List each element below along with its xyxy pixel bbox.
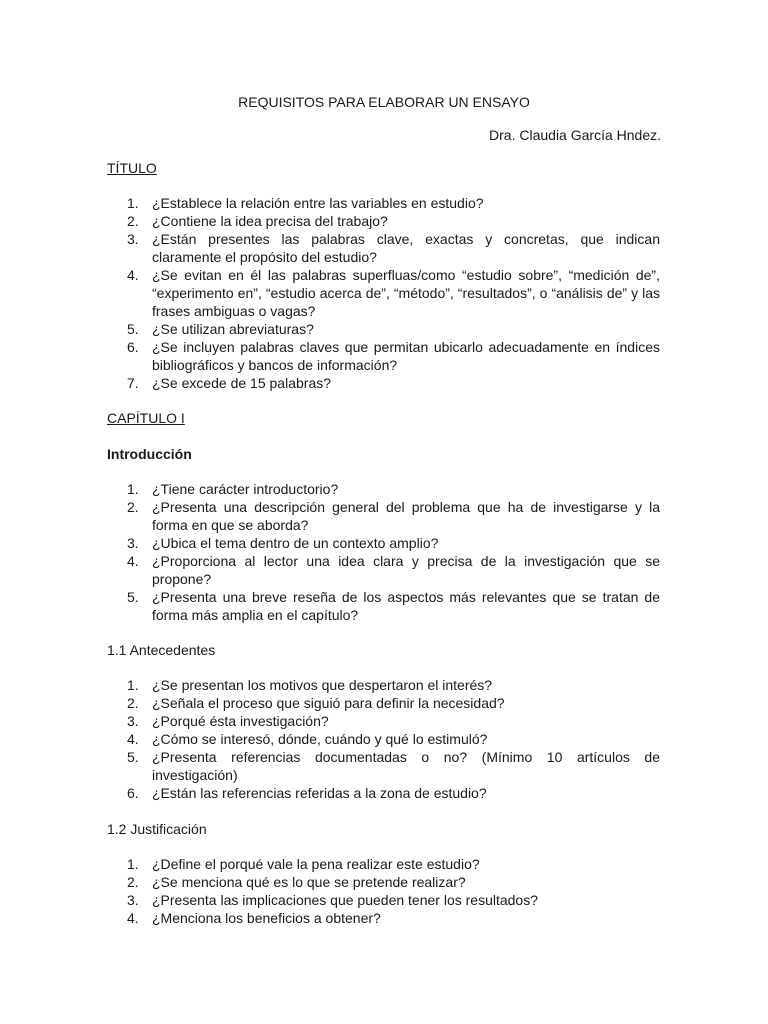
list-item xyxy=(107,374,660,392)
list-item-number: 5. xyxy=(127,749,139,765)
list-item xyxy=(107,730,660,748)
list-item-number: 1. xyxy=(127,677,139,693)
introduccion-list xyxy=(107,480,660,624)
list-item-text: ¿Define el porqué vale la pena realizar este estudio? xyxy=(152,856,480,872)
list-item-text: ¿Se menciona qué es lo que se pretende realizar? xyxy=(152,874,466,890)
titulo-list xyxy=(107,194,660,392)
list-item xyxy=(107,694,660,712)
list-item-text: ¿Señala el proceso que siguió para definir la necesidad? xyxy=(152,695,505,711)
list-item xyxy=(107,891,660,909)
list-item xyxy=(107,212,660,230)
list-item xyxy=(107,855,660,873)
list-item xyxy=(107,498,660,534)
introduccion-heading: Introducción xyxy=(107,446,192,462)
list-item xyxy=(107,784,660,802)
list-item-number: 3. xyxy=(127,231,139,247)
list-item-text: ¿Tiene carácter introductorio? xyxy=(152,481,339,497)
list-item-text: ¿Están presentes las palabras clave, exactas y concretas, que indican claramente el propósito del estudio? xyxy=(152,231,660,265)
list-item xyxy=(107,588,660,624)
capitulo-heading: CAPÍTULO I xyxy=(107,410,185,426)
list-item-text: ¿Presenta una breve reseña de los aspectos más relevantes que se tratan de forma más amplia en el capítulo? xyxy=(152,589,660,623)
list-item xyxy=(107,873,660,891)
list-item-number: 4. xyxy=(127,910,139,926)
list-item-number: 5. xyxy=(127,321,139,337)
list-item-number: 2. xyxy=(127,874,139,890)
list-item-number: 1. xyxy=(127,195,139,211)
list-item xyxy=(107,676,660,694)
list-item xyxy=(107,909,660,927)
list-item xyxy=(107,480,660,498)
list-item-number: 4. xyxy=(127,731,139,747)
section-titulo-heading xyxy=(107,159,660,177)
list-item-text: ¿Establece la relación entre las variables en estudio? xyxy=(152,195,484,211)
list-item-text: ¿Porqué ésta investigación? xyxy=(152,713,329,729)
antecedentes-heading: 1.1 Antecedentes xyxy=(107,642,216,658)
antecedentes-list xyxy=(107,676,660,802)
list-item xyxy=(107,194,660,212)
list-item-number: 3. xyxy=(127,535,139,551)
list-item-text: ¿Se excede de 15 palabras? xyxy=(152,375,332,391)
list-item-number: 6. xyxy=(127,785,139,801)
list-item-number: 4. xyxy=(127,553,139,569)
list-item-number: 2. xyxy=(127,499,139,515)
list-item-text: ¿Ubica el tema dentro de un contexto amplio? xyxy=(152,535,439,551)
list-item xyxy=(107,748,660,784)
list-item xyxy=(107,266,660,320)
list-item-number: 5. xyxy=(127,589,139,605)
list-item xyxy=(107,712,660,730)
list-item-text: ¿Menciona los beneficios a obtener? xyxy=(152,910,381,926)
list-item-number: 3. xyxy=(127,892,139,908)
list-item-text: ¿Proporciona al lector una idea clara y precisa de la investigación que se propone? xyxy=(152,553,660,587)
list-item-text: ¿Se utilizan abreviaturas? xyxy=(152,321,314,337)
list-item-text: ¿Presenta una descripción general del problema que ha de investigarse y la forma en que se aborda? xyxy=(152,499,660,533)
list-item-text: ¿Presenta referencias documentadas o no? (Mínimo 10 artículos de investigación) xyxy=(152,749,660,783)
list-item-number: 3. xyxy=(127,713,139,729)
justificacion-list xyxy=(107,855,660,927)
list-item-text: ¿Se incluyen palabras claves que permitan ubicarlo adecuadamente en índices bibliográficos y bancos de información? xyxy=(152,339,660,373)
list-item-text: ¿Cómo se interesó, dónde, cuándo y qué lo estimuló? xyxy=(152,731,488,747)
list-item-number: 7. xyxy=(127,375,139,391)
list-item-text: ¿Están las referencias referidas a la zona de estudio? xyxy=(152,785,487,801)
list-item-number: 2. xyxy=(127,695,139,711)
list-item xyxy=(107,338,660,374)
list-item-text: ¿Se evitan en él las palabras superfluas/como “estudio sobre”, “medición de”, “experimento en”, “estudio acerca de”, “método”, “resultados”, o “análisis de” y las frases ambiguas o vagas? xyxy=(152,267,660,319)
titulo-heading: TÍTULO xyxy=(107,160,157,176)
section-capitulo-heading xyxy=(107,409,660,427)
justificacion-heading: 1.2 Justificación xyxy=(107,821,207,837)
list-item-number: 2. xyxy=(127,213,139,229)
list-item-text: ¿Presenta las implicaciones que pueden tener los resultados? xyxy=(152,892,539,908)
author-line: Dra. Claudia García Hndez. xyxy=(489,127,661,143)
list-item-number: 4. xyxy=(127,267,139,283)
list-item xyxy=(107,230,660,266)
list-item-number: 6. xyxy=(127,339,139,355)
list-item-text: ¿Contiene la idea precisa del trabajo? xyxy=(152,213,388,229)
list-item xyxy=(107,320,660,338)
list-item xyxy=(107,552,660,588)
list-item xyxy=(107,534,660,552)
list-item-text: ¿Se presentan los motivos que despertaron el interés? xyxy=(152,677,493,693)
list-item-number: 1. xyxy=(127,481,139,497)
list-item-number: 1. xyxy=(127,856,139,872)
document-title: REQUISITOS PARA ELABORAR UN ENSAYO xyxy=(238,94,530,110)
